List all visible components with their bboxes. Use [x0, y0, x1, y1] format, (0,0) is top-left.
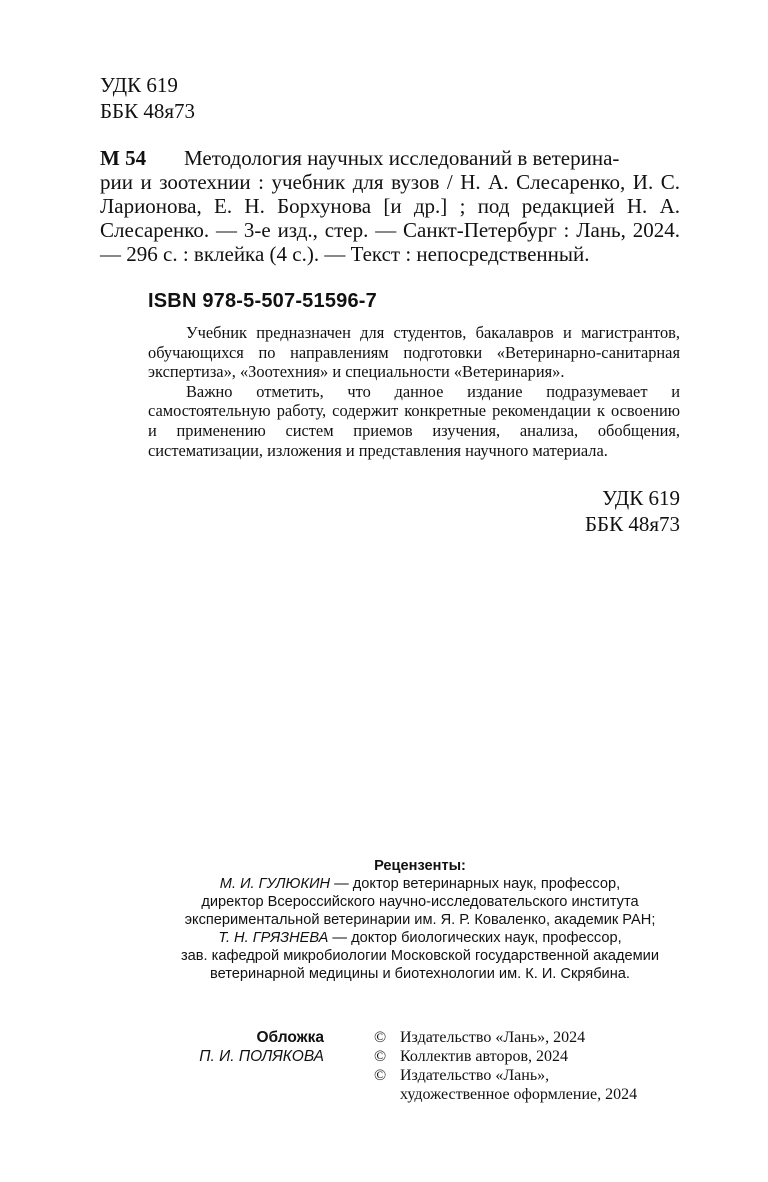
bibliographic-continuation: рии и зоотехнии : учебник для вузов / Н. А. Слесаренко, И. С. Ларионова, Е. Н. Борхунова [и др.] ; под редакцией Н. А. Слесаренко. — 3-е изд., стер. — Санкт-Петербург : Лань, 2024. — 296 с. : вклейка (4 с.). — Текст : непосредственный. [100, 170, 680, 266]
bibliographic-first-line: Методология научных исследований в ветерина- [184, 146, 620, 170]
copyright-text: Издательство «Лань», 2024 [400, 1029, 586, 1046]
copyright-line [374, 1066, 637, 1085]
copyright-icon: © [374, 1048, 387, 1065]
copyright-block [374, 1028, 637, 1104]
isbn: ISBN 978-5-507-51596-7 [148, 290, 377, 312]
reviewer-affiliation: экспериментальной ветеринарии им. Я. Р. Коваленко, академик РАН; [184, 912, 656, 928]
copyright-text: Коллектив авторов, 2024 [400, 1048, 568, 1065]
reviewer-name: М. И. ГУЛЮКИН [219, 876, 331, 892]
cover-credit [100, 1028, 324, 1066]
reviewer-title: — доктор ветеринарных наук, профессор, [330, 876, 621, 892]
cover-designer: П. И. ПОЛЯКОВА [199, 1048, 324, 1065]
bbk-code: ББК 48я73 [100, 99, 196, 123]
reviewer-affiliation: директор Всероссийского научно-исследовательского института [201, 894, 639, 910]
author-mark: М 54 [100, 146, 147, 170]
bibliographic-entry [100, 146, 680, 266]
udk-code: УДК 619 [100, 73, 178, 97]
reviewer-affiliation: зав. кафедрой микробиологии Московской государственной академии [180, 948, 659, 964]
reviewers-heading: Рецензенты: [374, 858, 466, 874]
reviewers-block [100, 857, 740, 983]
udk-code: УДК 619 [602, 486, 680, 510]
copyright-line [374, 1047, 637, 1066]
copyright-icon: © [374, 1029, 387, 1046]
classification-codes-top [100, 72, 195, 124]
reviewer-name: Т. Н. ГРЯЗНЕВА [218, 930, 329, 946]
copyright-line [374, 1028, 637, 1047]
reviewer-title: — доктор биологических наук, профессор, [328, 930, 622, 946]
reviewer-2 [100, 929, 740, 947]
bbk-code: ББК 48я73 [584, 512, 680, 536]
classification-codes-bottom [585, 485, 680, 537]
cover-label: Обложка [256, 1029, 324, 1046]
reviewer-1 [100, 875, 740, 893]
copyright-icon: © [374, 1067, 387, 1084]
abstract-paragraph: Учебник предназначен для студентов, бакалавров и магистрантов, обучающихся по направлениям подготовки «Ветеринарно-санитарная экспертиза», «Зоотехния» и специальности «Ветеринария». [148, 323, 680, 382]
copyright-text-continuation: художественное оформление, 2024 [400, 1086, 638, 1103]
abstract-paragraph: Важно отметить, что данное издание подразумевает и самостоятельную работу, содержит конкретные рекомендации к освоению и применению систем приемов изучения, анализа, обобщения, систематизации, изложения и представления научного материала. [148, 381, 680, 460]
reviewer-affiliation: ветеринарной медицины и биотехнологии им. К. И. Скрябина. [210, 966, 630, 982]
abstract [148, 323, 680, 460]
copyright-text: Издательство «Лань», [400, 1067, 550, 1084]
